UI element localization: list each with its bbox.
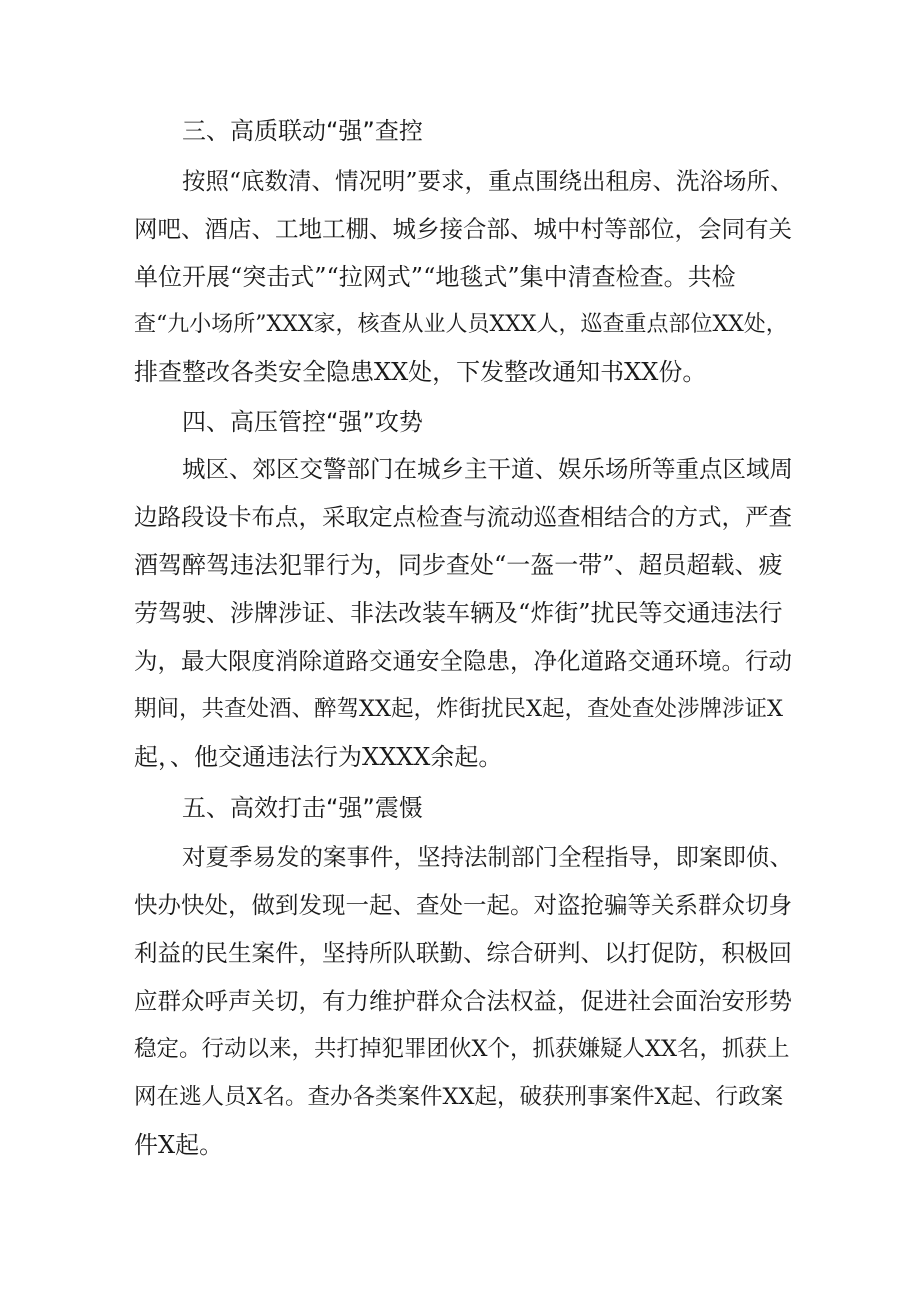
section-3-line-5: 排查整改各类安全隐患XX处，下发整改通知书XX份。 <box>134 358 707 386</box>
section-3-heading: 三、高质联动“强”查控 <box>182 117 423 145</box>
section-4-line-4: 劳驾驶、涉牌涉证、非法改装车辆及“炸街”扰民等交通违法行 <box>134 599 783 627</box>
section-4-line-1: 城区、郊区交警部门在城乡主干道、娱乐场所等重点区域周 <box>182 455 793 483</box>
section-5-line-7: 件X起。 <box>134 1131 224 1159</box>
section-4-line-2: 边路段设卡布点，采取定点检查与流动巡查相结合的方式，严查 <box>134 503 792 531</box>
section-5-line-4: 应群众呼声关切，有力维护群众合法权益，促进社会面治安形势 <box>134 987 792 1015</box>
section-5-line-5: 稳定。行动以来，共打掉犯罪团伙X个，抓获嫌疑人XX名，抓获上 <box>134 1036 790 1062</box>
section-5-line-3: 利益的民生案件，坚持所队联勤、综合研判、以打促防，积极回 <box>134 939 792 967</box>
section-5-line-1: 对夏季易发的案事件，坚持法制部门全程指导，即案即侦、 <box>182 843 793 871</box>
section-5-line-6: 网在逃人员X名。查办各类案件XX起，破获刑事案件X起、行政案 <box>134 1084 784 1110</box>
section-3-line-3: 单位开展“突击式”“拉网式”“地毯式”集中清查检查。共检 <box>134 263 736 291</box>
section-3-line-4: 查“九小场所”XXX家，核查从业人员XXX人，巡查重点部位XX处， <box>134 312 788 337</box>
section-4-line-6: 期间，共查处酒、醉驾XX起，炸街扰民X起，查处查处涉牌涉证X <box>134 696 784 722</box>
section-4-heading: 四、高压管控“强”攻势 <box>182 408 423 436</box>
section-3-line-2: 网吧、酒店、工地工棚、城乡接合部、城中村等部位，会同有关 <box>134 215 792 243</box>
section-4-line-7: 起，、他交通违法行为XXXX余起。 <box>134 743 503 771</box>
section-5-line-2: 快办快处，做到发现一起、查处一起。对盗抢骗等关系群众切身 <box>134 891 792 919</box>
section-4-line-5: 为，最大限度消除道路交通安全隐患，净化道路交通环境。行动 <box>134 647 792 675</box>
section-3-line-1: 按照“底数清、情况明”要求，重点围绕出租房、洗浴场所、 <box>182 167 794 195</box>
section-5-heading: 五、高效打击“强”震慑 <box>182 794 423 822</box>
section-4-line-3: 酒驾醉驾违法犯罪行为，同步查处“一盔一带”、超员超载、疲 <box>134 551 783 579</box>
